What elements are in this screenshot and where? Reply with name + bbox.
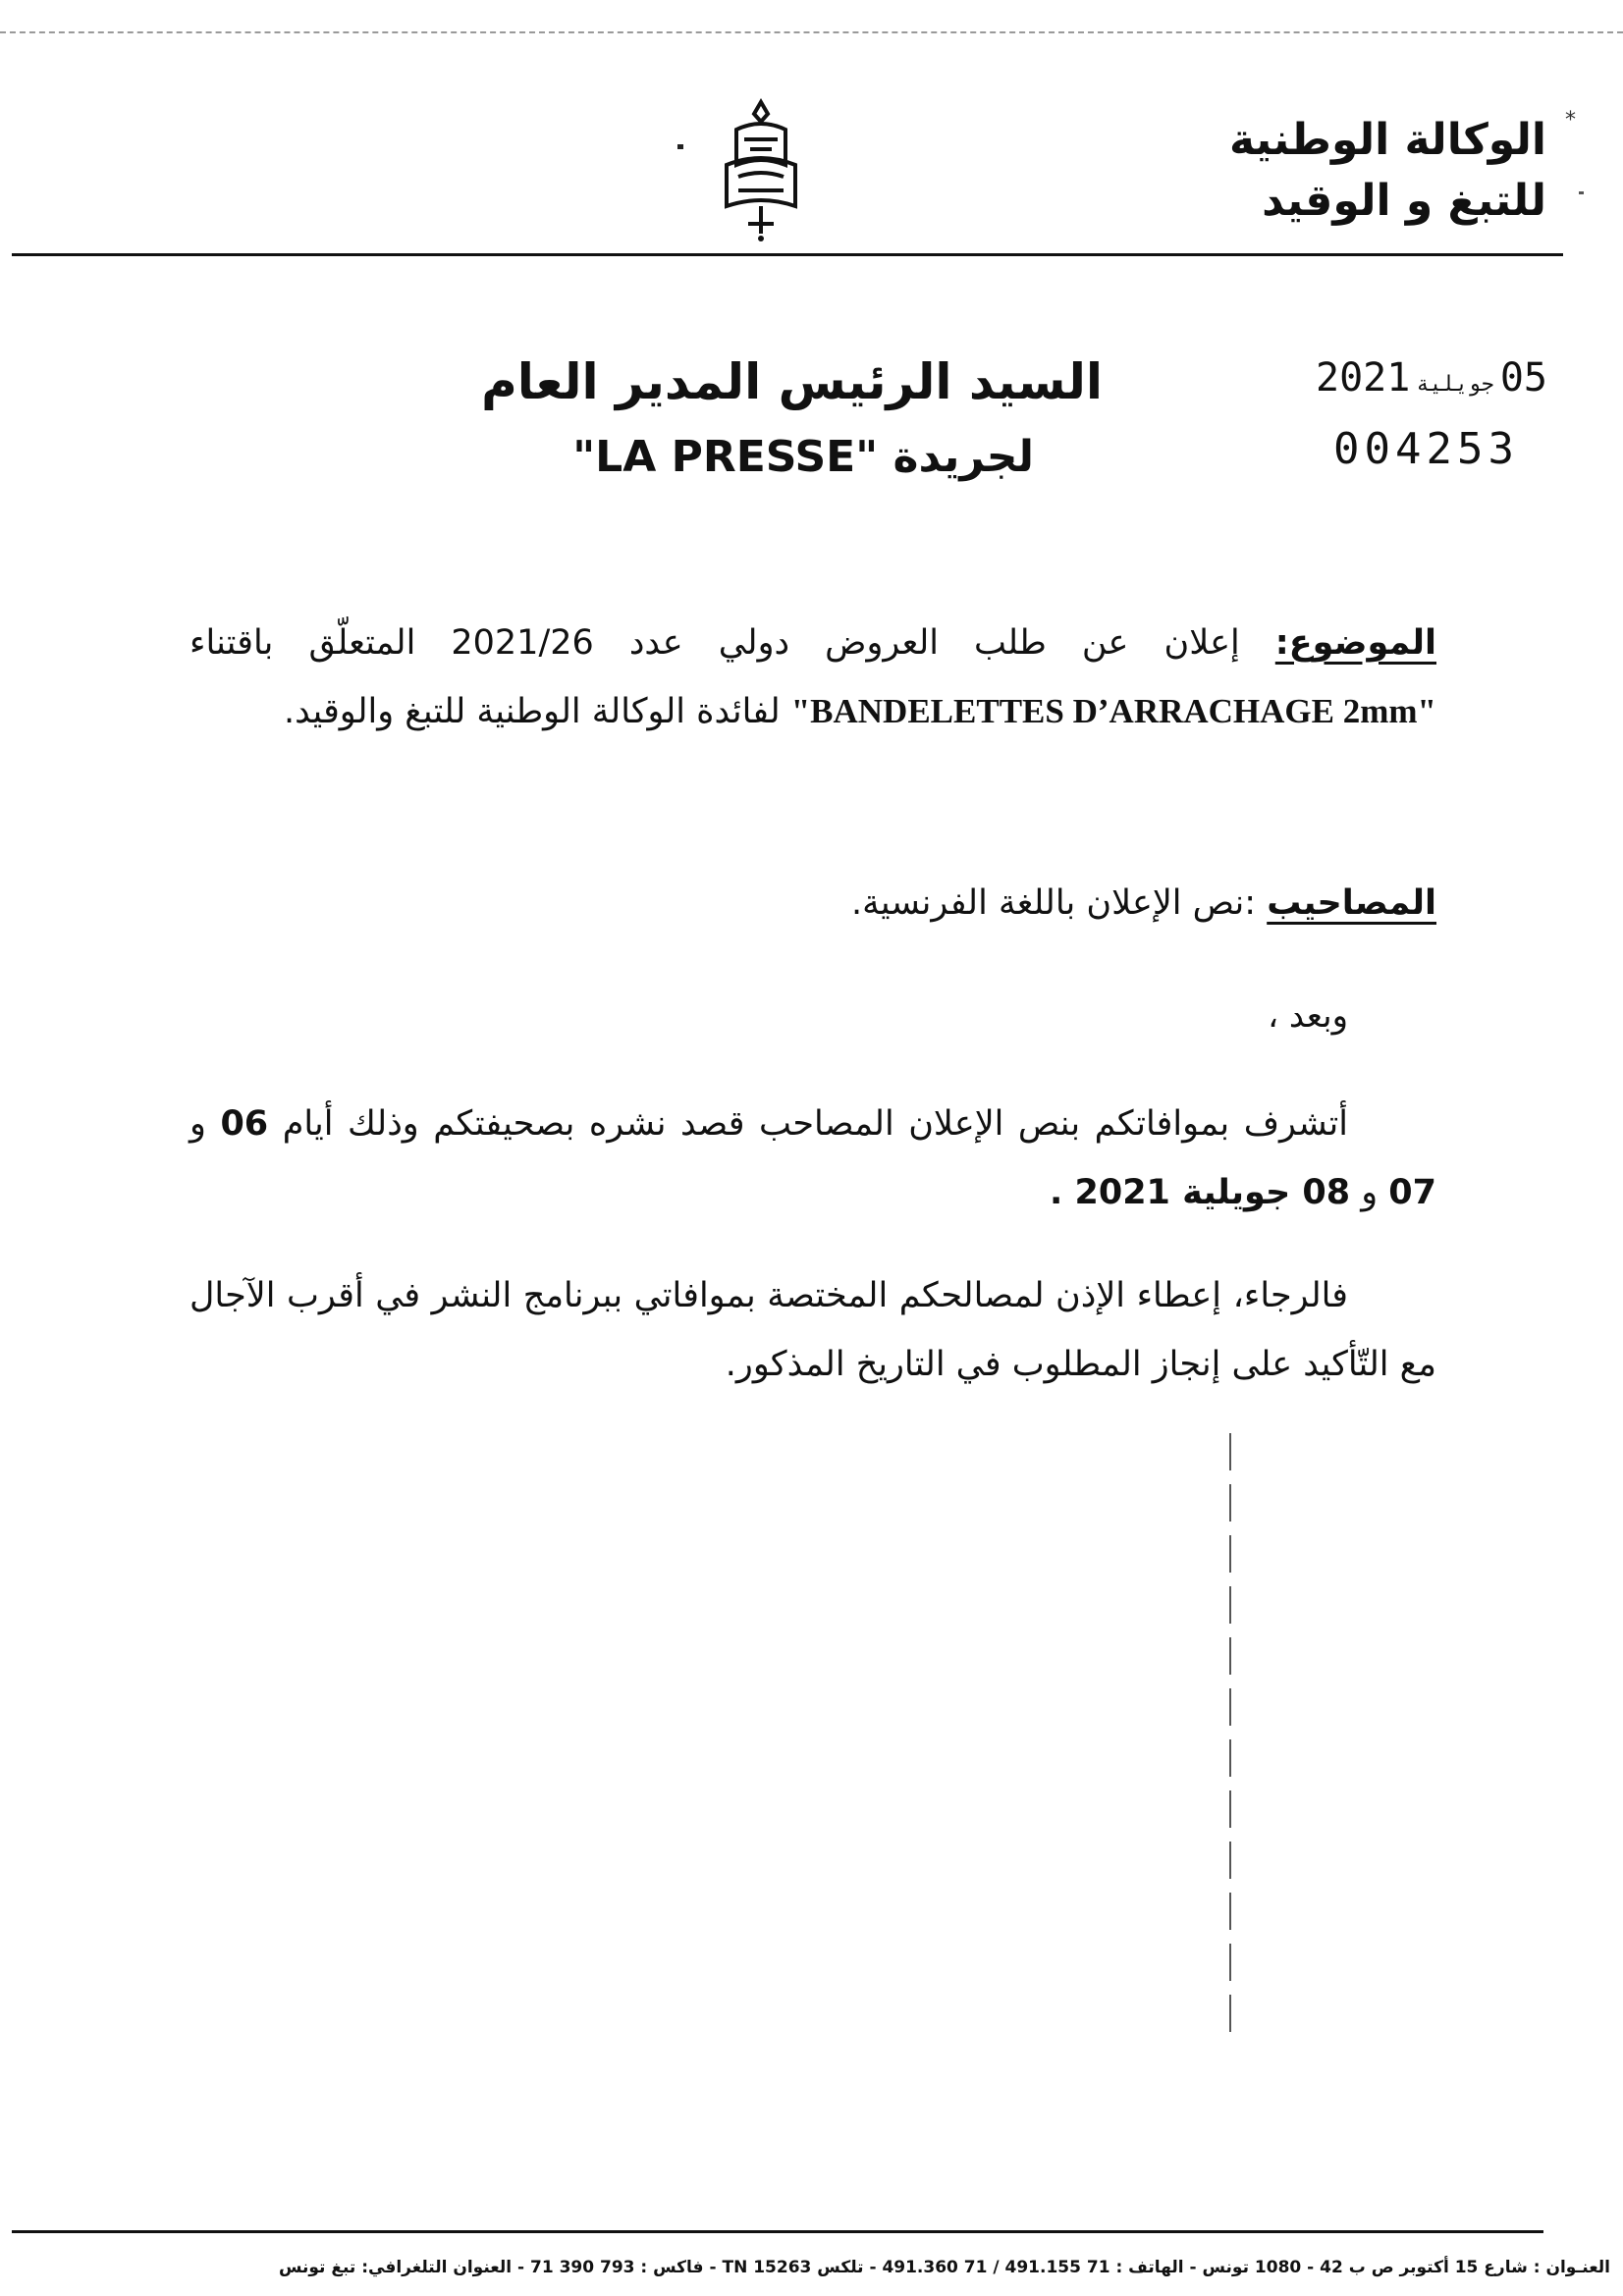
- conjunction: و: [189, 1104, 221, 1144]
- subject-label: الموضوع:: [1274, 623, 1436, 663]
- body-paragraph-1: [189, 1090, 1436, 1227]
- attachment-line: [189, 869, 1436, 937]
- recipient-newspaper: لجريدة "LA PRESSE": [572, 432, 1034, 482]
- paragraph-text: أتشرف بموافاتكم بنص الإعلان المصاحب قصد نشره بصحيفتكم وذلك أيام: [268, 1104, 1348, 1144]
- date-08: 08 جويلية 2021 .: [1050, 1173, 1351, 1212]
- greeting: وبعد ،: [1268, 996, 1348, 1036]
- agency-emblem-icon: [707, 96, 815, 243]
- conjunction: و: [1350, 1173, 1389, 1212]
- subject-product: "BANDELETTES D’ARRACHAGE 2mm": [790, 692, 1436, 730]
- date-07: 07: [1388, 1173, 1436, 1212]
- date-stamp: [1316, 355, 1547, 400]
- date-month: جويلية: [1416, 372, 1494, 397]
- footer-divider: [12, 2230, 1543, 2233]
- scan-speck: [677, 144, 683, 149]
- body-paragraph-2: فالرجاء، إعطاء الإذن لمصالحكم المختصة بموافاتي ببرنامج النشر في أقرب الآجال مع التّأكيد على إنجاز المطلوب في التاريخ المذكور.: [189, 1276, 1436, 1384]
- scan-speck: [1579, 191, 1584, 194]
- scan-mark: *: [1565, 108, 1576, 133]
- scan-artifact-line: [1229, 1433, 1231, 2042]
- header-divider: [12, 253, 1563, 256]
- subject-text-end: لفائدة الوكالة الوطنية للتبغ والوقيد.: [284, 692, 791, 731]
- date-day: 05: [1499, 355, 1547, 400]
- attachment-label: المصاحيب: [1267, 883, 1436, 923]
- organization-name-line2: للتبغ و الوقيد: [1262, 176, 1546, 226]
- recipient-title: السيد الرئيس المدير العام: [481, 353, 1103, 410]
- organization-name-line1: الوكالة الوطنية: [1228, 115, 1546, 165]
- date-year: 2021: [1316, 355, 1411, 400]
- attachment-text: :نص الإعلان باللغة الفرنسية.: [851, 883, 1268, 923]
- scan-edge-line: [0, 31, 1623, 33]
- footer-address: العنـوان : شارع 15 أكتوبر ص ب 42 - 1080 تونس - الهاتف : 71 491.155 / 71 491.360 - تلكس 15263 TN - فاكس : 793 390 71 - العنوان التلغرافي: تبغ تونس: [278, 2258, 1610, 2277]
- date-06: 06: [220, 1104, 269, 1144]
- subject-paragraph: [189, 609, 1436, 746]
- subject-text: إعلان عن طلب العروض دولي عدد 2021/26 المتعلّق باقتناء: [189, 623, 1275, 663]
- organization-name: [1134, 110, 1546, 232]
- reference-number: 004253: [1333, 424, 1519, 474]
